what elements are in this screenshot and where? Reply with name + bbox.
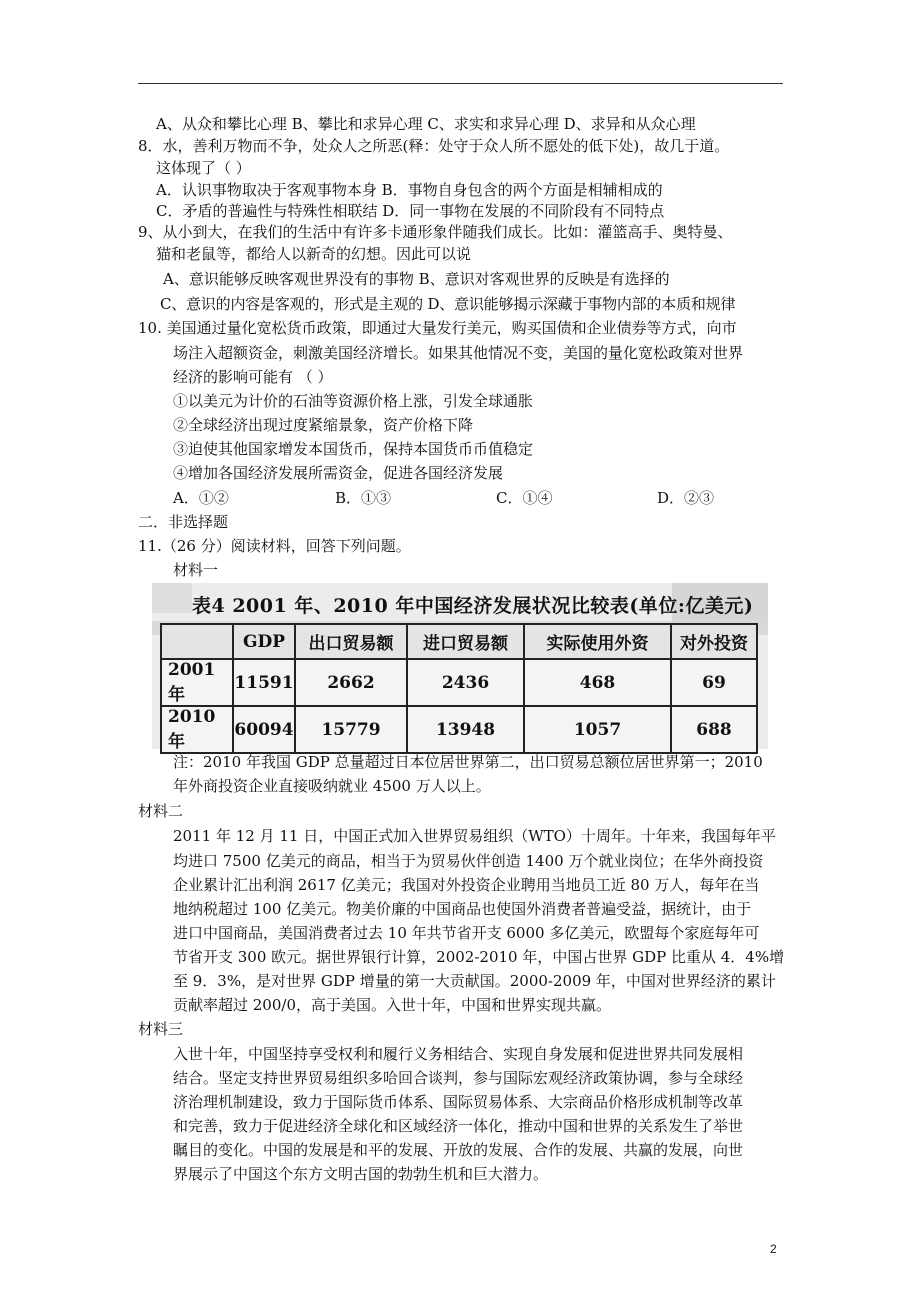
header-rule [138, 83, 783, 84]
table-cell: 11591 [233, 659, 295, 706]
page-number: 2 [770, 1242, 777, 1256]
q8-options-ab: A．认识事物取决于客观事物本身 B．事物自身包含的两个方面是相辅相成的 [156, 181, 663, 199]
q10-item-4: ④增加各国经济发展所需资金，促进各国经济发展 [173, 464, 504, 482]
material-3-line: 界展示了中国这个东方文明古国的勃勃生机和巨大潜力。 [173, 1165, 549, 1183]
material-2-line: 进口中国商品，美国消费者过去 10 年共节省开支 6000 多亿美元，欧盟每个家庭每年可 [173, 924, 760, 942]
table-cell: 2436 [407, 659, 524, 706]
table-title: 表4 2001 年、2010 年中国经济发展状况比较表(单位:亿美元) [192, 595, 754, 617]
q8-stem: 8．水，善利万物而不争，处众人之所恶(释：处守于众人所不愿处的低下处)，故几于道。 [138, 137, 730, 155]
q10-option-b: B．①③ [335, 489, 392, 507]
material-3-line: 入世十年，中国坚持享受权利和履行义务相结合、实现自身发展和促进世界共同发展相 [173, 1045, 744, 1063]
header-cell: 实际使用外资 [524, 624, 671, 659]
material-2-line: 企业累计汇出利润 2617 亿美元；我国对外投资企业聘用当地员工近 80 万人，每年在当 [173, 876, 760, 894]
material-3-line: 结合。坚定支持世界贸易组织多哈回合谈判，参与国际宏观经济政策协调，参与全球经 [173, 1069, 744, 1087]
q10-item-1: ①以美元为计价的石油等资源价格上涨，引发全球通胀 [173, 392, 534, 410]
table-cell: 69 [671, 659, 757, 706]
material-2-line: 贡献率超过 200/0，高于美国。入世十年，中国和世界实现共赢。 [173, 996, 611, 1014]
header-cell: 进口贸易额 [407, 624, 524, 659]
q9-options-cd: C、意识的内容是客观的，形式是主观的 D、意识能够揭示深藏于事物内部的本质和规律 [160, 295, 736, 313]
material-2-line: 至 9．3%，是对世界 GDP 增量的第一大贡献国。2000-2009 年，中国对世界经济的累计 [173, 972, 776, 990]
economy-comparison-table [160, 623, 758, 754]
table-cell: 60094 [233, 706, 295, 753]
q7-options: A、从众和攀比心理 B、攀比和求异心理 C、求实和求异心理 D、求异和从众心理 [156, 115, 696, 133]
table-cell: 2662 [295, 659, 407, 706]
material-3-line: 瞩目的变化。中国的发展是和平的发展、开放的发展、合作的发展、共赢的发展，向世 [173, 1141, 744, 1159]
q10-stem: 10. 美国通过量化宽松货币政策，即通过大量发行美元，购买国债和企业债券等方式，向市 [138, 319, 737, 337]
q9-stem: 9、从小到大，在我们的生活中有许多卡通形象伴随我们成长。比如：灌篮高手、奥特曼、 [138, 223, 733, 241]
q10-option-a: A．①② [173, 489, 229, 507]
table-cell: 15779 [295, 706, 407, 753]
material-2-label: 材料二 [138, 802, 184, 820]
q8-stem-cont: 这体现了（ ） [156, 159, 251, 177]
table-note: 注：2010 年我国 GDP 总量超过日本位居世界第二，出口贸易总额位居世界第一；2010 [173, 753, 763, 771]
table-cell: 468 [524, 659, 671, 706]
q8-options-cd: C．矛盾的普遍性与特殊性相联结 D．同一事物在发展的不同阶段有不同特点 [156, 202, 665, 220]
q10-option-c: C．①④ [496, 489, 553, 507]
q10-stem-cont2: 经济的影响可能有 （ ） [173, 368, 333, 386]
material-2-line: 地纳税超过 100 亿美元。物美价廉的中国商品也使国外消费者普遍受益，据统计，由于 [173, 900, 752, 918]
material-2-line: 均进口 7500 亿美元的商品，相当于为贸易伙伴创造 1400 万个就业岗位；在华外商投资 [173, 852, 764, 870]
header-cell: 出口贸易额 [295, 624, 407, 659]
table-cell: 13948 [407, 706, 524, 753]
table-note-cont: 年外商投资企业直接吸纳就业 4500 万人以上。 [173, 777, 491, 795]
table-cell: 1057 [524, 706, 671, 753]
header-cell: 对外投资 [671, 624, 757, 659]
material-3-line: 济治理机制建设，致力于国际货币体系、国际贸易体系、大宗商品价格形成机制等改革 [173, 1093, 744, 1111]
q10-option-d: D．②③ [657, 489, 715, 507]
row-label: 2001 年 [161, 659, 233, 706]
row-label: 2010 年 [161, 706, 233, 753]
scanned-table-image [152, 583, 768, 752]
material-2-line: 节省开支 300 欧元。据世界银行计算，2002-2010 年，中国占世界 GDP 比重从 4．4%增 [173, 948, 785, 966]
section-heading: 二．非选择题 [138, 513, 229, 531]
table-header-row [161, 624, 757, 659]
table-row [161, 706, 757, 753]
material-2-line: 2011 年 12 月 11 日，中国正式加入世界贸易组织（WTO）十周年。十年来，我国每年平 [173, 827, 776, 845]
header-cell: GDP [233, 624, 295, 659]
q9-stem-cont: 猫和老鼠等，都给人以新奇的幻想。因此可以说 [156, 245, 472, 263]
q10-item-2: ②全球经济出现过度紧缩景象，资产价格下降 [173, 416, 474, 434]
table-cell: 688 [671, 706, 757, 753]
q10-item-3: ③迫使其他国家增发本国货币，保持本国货币币值稳定 [173, 440, 534, 458]
q10-stem-cont1: 场注入超额资金，刺激美国经济增长。如果其他情况不变，美国的量化宽松政策对世界 [173, 344, 744, 362]
material-3-label: 材料三 [138, 1020, 184, 1038]
table-row [161, 659, 757, 706]
q11-stem: 11.（26 分）阅读材料，回答下列问题。 [138, 537, 411, 555]
material-1-label: 材料一 [173, 561, 219, 579]
q9-options-ab: A、意识能够反映客观世界没有的事物 B、意识对客观世界的反映是有选择的 [163, 270, 670, 288]
material-3-line: 和完善，致力于促进经济全球化和区域经济一体化，推动中国和世界的关系发生了举世 [173, 1117, 744, 1135]
header-cell [161, 624, 233, 659]
